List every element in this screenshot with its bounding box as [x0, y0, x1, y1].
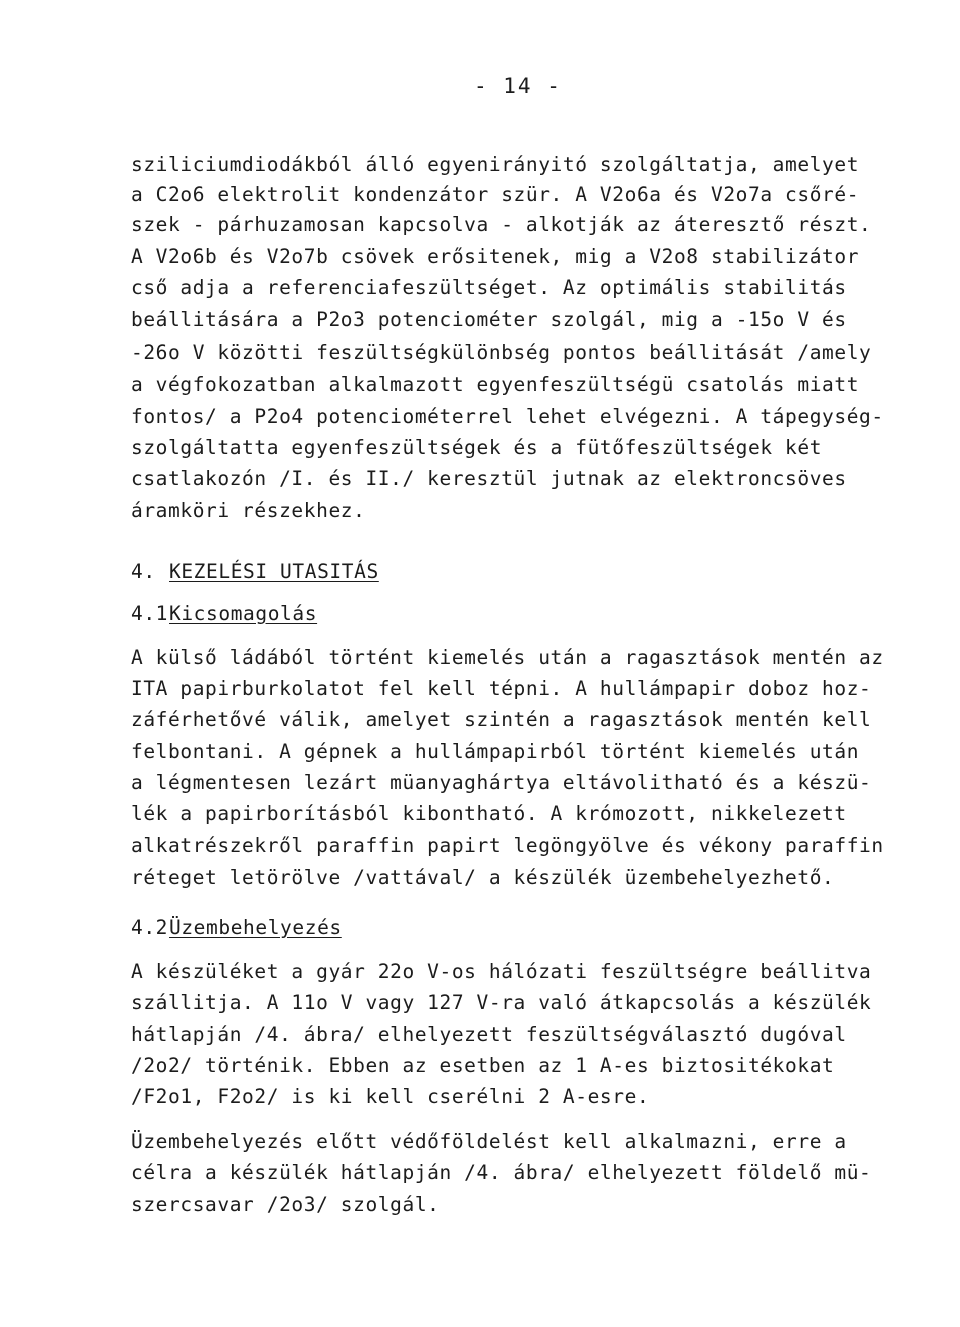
text-line: cső adja a referenciafeszültséget. Az optimális stabilitás	[131, 276, 847, 299]
text-line: A külső ládából történt kiemelés után a ragasztások mentén az	[131, 646, 884, 669]
text-line: áramköri részekhez.	[131, 499, 366, 522]
text-line: alkatrészekről paraffin papirt legöngyölve és vékony paraffin	[131, 834, 884, 857]
text-line: a végfokozatban alkalmazott egyenfeszültségü csatolás miatt	[131, 373, 860, 396]
text-line: a C2o6 elektrolit kondenzátor szür. A V2o6a és V2o7a csőré-	[131, 183, 860, 206]
section-number: 4.	[131, 560, 156, 583]
section-title: Üzembehelyezés	[169, 916, 342, 939]
text-line: szállitja. A 11o V vagy 127 V-ra való átkapcsolás a készülék	[131, 991, 872, 1014]
text-line: szolgáltatta egyenfeszültségek és a fütőfeszültségek két	[131, 436, 823, 459]
section-number: 4.2	[131, 916, 169, 939]
text-line: ITA papirburkolatot fel kell tépni. A hullámpapir doboz hoz-	[131, 677, 872, 700]
section-title: KEZELÉSI UTASITÁS	[169, 560, 379, 583]
text-line: hátlapján /4. ábra/ elhelyezett feszültségválasztó dugóval	[131, 1023, 847, 1046]
text-line: réteget letörölve /vattával/ a készülék üzembehelyezhető.	[131, 866, 835, 889]
page-number: - 14 -	[474, 74, 562, 98]
text-line: A készüléket a gyár 22o V-os hálózati feszültségre beállitva	[131, 960, 872, 983]
text-line: fontos/ a P2o4 potenciométerrel lehet elvégezni. A tápegység-	[131, 405, 884, 428]
text-line: /2o2/ történik. Ebben az esetben az 1 A-es biztositékokat	[131, 1054, 835, 1077]
text-line: felbontani. A gépnek a hullámpapirból történt kiemelés után	[131, 740, 860, 763]
text-line: Üzembehelyezés előtt védőföldelést kell alkalmazni, erre a	[131, 1130, 847, 1153]
section-title: Kicsomagolás	[169, 602, 318, 625]
text-line: /F2o1, F2o2/ is ki kell cserélni 2 A-esre.	[131, 1085, 650, 1108]
text-line: a légmentesen lezárt müanyaghártya eltávolitható és a készü-	[131, 771, 872, 794]
text-line: szercsavar /2o3/ szolgál.	[131, 1193, 440, 1216]
text-line: lék a papirborításból kibontható. A krómozott, nikkelezett	[131, 802, 847, 825]
section-number: 4.1	[131, 602, 169, 625]
text-line: sziliciumdiodákból álló egyenirányitó szolgáltatja, amelyet	[131, 153, 860, 176]
text-line: csatlakozón /I. és II./ keresztül jutnak az elektroncsöves	[131, 467, 847, 490]
section-heading-4-2	[131, 918, 342, 938]
section-heading-4-1	[131, 604, 317, 624]
text-line: -26o V közötti feszültségkülönbség pontos beállitását /amely	[131, 341, 872, 364]
text-line: A V2o6b és V2o7b csövek erősitenek, mig a V2o8 stabilizátor	[131, 245, 860, 268]
text-line: beállitására a P2o3 potenciométer szolgál, mig a -15o V és	[131, 308, 847, 331]
text-line: szek - párhuzamosan kapcsolva - alkotják az áteresztő részt.	[131, 213, 872, 236]
text-line: záférhetővé válik, amelyet szintén a ragasztások mentén kell	[131, 708, 872, 731]
text-line: célra a készülék hátlapján /4. ábra/ elhelyezett földelő mü-	[131, 1161, 872, 1184]
section-heading-4	[131, 562, 379, 582]
